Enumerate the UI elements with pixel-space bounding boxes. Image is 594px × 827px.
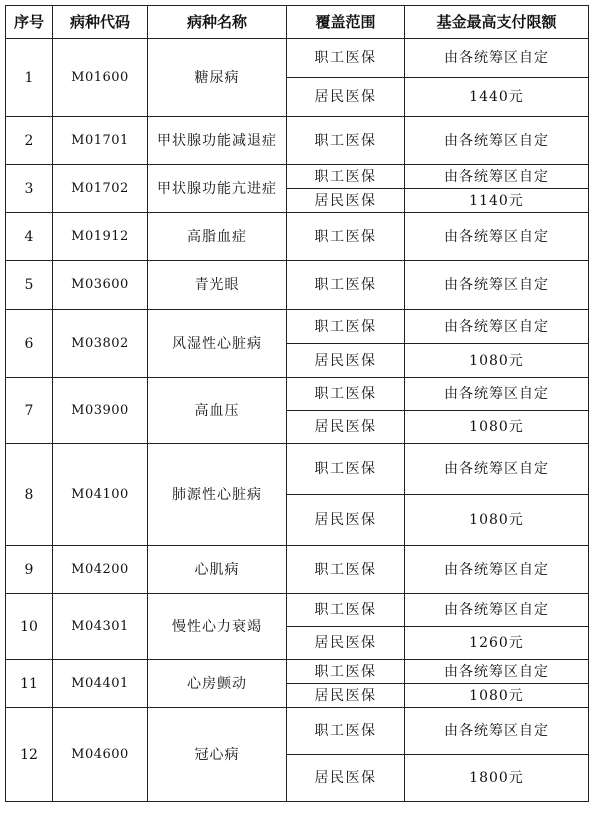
- table-row: [6, 708, 589, 755]
- limit-cell: 由各统筹区自定: [405, 39, 589, 78]
- coverage-cell: 职工医保: [287, 444, 405, 495]
- disease-name: 甲状腺功能亢进症: [148, 165, 287, 213]
- disease-code: M01600: [53, 39, 148, 117]
- coverage-cell: 职工医保: [287, 39, 405, 78]
- limit-cell: 1080元: [405, 344, 589, 378]
- row-number: 2: [6, 117, 53, 165]
- row-number: 7: [6, 378, 53, 444]
- row-number: 1: [6, 39, 53, 117]
- limit-cell: 1140元: [405, 189, 589, 213]
- row-number: 5: [6, 261, 53, 310]
- disease-code: M03802: [53, 310, 148, 378]
- disease-name: 冠心病: [148, 708, 287, 802]
- coverage-cell: 职工医保: [287, 378, 405, 411]
- row-number: 10: [6, 594, 53, 660]
- limit-cell: 由各统筹区自定: [405, 594, 589, 627]
- table-row: [6, 165, 589, 189]
- disease-name: 高血压: [148, 378, 287, 444]
- table-row: [6, 39, 589, 78]
- coverage-cell: 居民医保: [287, 411, 405, 444]
- disease-code: M03900: [53, 378, 148, 444]
- limit-cell: 由各统筹区自定: [405, 660, 589, 684]
- header-coverage: 覆盖范围: [287, 6, 405, 39]
- coverage-cell: 职工医保: [287, 117, 405, 165]
- coverage-cell: 职工医保: [287, 165, 405, 189]
- coverage-cell: 居民医保: [287, 684, 405, 708]
- limit-cell: 由各统筹区自定: [405, 708, 589, 755]
- disease-name: 肺源性心脏病: [148, 444, 287, 546]
- disease-code: M03600: [53, 261, 148, 310]
- disease-name: 甲状腺功能减退症: [148, 117, 287, 165]
- header-code: 病种代码: [53, 6, 148, 39]
- disease-payment-table: [5, 5, 589, 802]
- table-row: [6, 213, 589, 261]
- table-row: [6, 117, 589, 165]
- disease-name: 风湿性心脏病: [148, 310, 287, 378]
- table-row: [6, 261, 589, 310]
- disease-code: M04301: [53, 594, 148, 660]
- disease-name: 心房颤动: [148, 660, 287, 708]
- disease-name: 糖尿病: [148, 39, 287, 117]
- coverage-cell: 职工医保: [287, 708, 405, 755]
- coverage-cell: 居民医保: [287, 78, 405, 117]
- row-number: 4: [6, 213, 53, 261]
- row-number: 8: [6, 444, 53, 546]
- limit-cell: 由各统筹区自定: [405, 310, 589, 344]
- limit-cell: 由各统筹区自定: [405, 213, 589, 261]
- table-row: [6, 594, 589, 627]
- header-no: 序号: [6, 6, 53, 39]
- limit-cell: 由各统筹区自定: [405, 546, 589, 594]
- coverage-cell: 职工医保: [287, 660, 405, 684]
- header-row: [6, 6, 589, 39]
- disease-code: M04200: [53, 546, 148, 594]
- table-row: [6, 378, 589, 411]
- coverage-cell: 职工医保: [287, 546, 405, 594]
- disease-code: M04600: [53, 708, 148, 802]
- limit-cell: 由各统筹区自定: [405, 444, 589, 495]
- limit-cell: 1800元: [405, 755, 589, 802]
- limit-cell: 由各统筹区自定: [405, 117, 589, 165]
- disease-code: M01701: [53, 117, 148, 165]
- limit-cell: 由各统筹区自定: [405, 261, 589, 310]
- row-number: 11: [6, 660, 53, 708]
- disease-name: 高脂血症: [148, 213, 287, 261]
- disease-code: M01702: [53, 165, 148, 213]
- disease-name: 慢性心力衰竭: [148, 594, 287, 660]
- header-name: 病种名称: [148, 6, 287, 39]
- table-row: [6, 660, 589, 684]
- disease-code: M04100: [53, 444, 148, 546]
- coverage-cell: 职工医保: [287, 261, 405, 310]
- limit-cell: 1080元: [405, 495, 589, 546]
- coverage-cell: 居民医保: [287, 344, 405, 378]
- limit-cell: 由各统筹区自定: [405, 165, 589, 189]
- coverage-cell: 居民医保: [287, 495, 405, 546]
- row-number: 12: [6, 708, 53, 802]
- coverage-cell: 居民医保: [287, 755, 405, 802]
- table-row: [6, 546, 589, 594]
- row-number: 6: [6, 310, 53, 378]
- disease-name: 青光眼: [148, 261, 287, 310]
- table-row: [6, 444, 589, 495]
- limit-cell: 1260元: [405, 627, 589, 660]
- header-limit: 基金最高支付限额: [405, 6, 589, 39]
- coverage-cell: 职工医保: [287, 213, 405, 261]
- row-number: 9: [6, 546, 53, 594]
- row-number: 3: [6, 165, 53, 213]
- coverage-cell: 职工医保: [287, 594, 405, 627]
- limit-cell: 1440元: [405, 78, 589, 117]
- coverage-cell: 居民医保: [287, 189, 405, 213]
- coverage-cell: 居民医保: [287, 627, 405, 660]
- disease-code: M01912: [53, 213, 148, 261]
- limit-cell: 1080元: [405, 684, 589, 708]
- limit-cell: 1080元: [405, 411, 589, 444]
- disease-name: 心肌病: [148, 546, 287, 594]
- limit-cell: 由各统筹区自定: [405, 378, 589, 411]
- disease-code: M04401: [53, 660, 148, 708]
- coverage-cell: 职工医保: [287, 310, 405, 344]
- table-row: [6, 310, 589, 344]
